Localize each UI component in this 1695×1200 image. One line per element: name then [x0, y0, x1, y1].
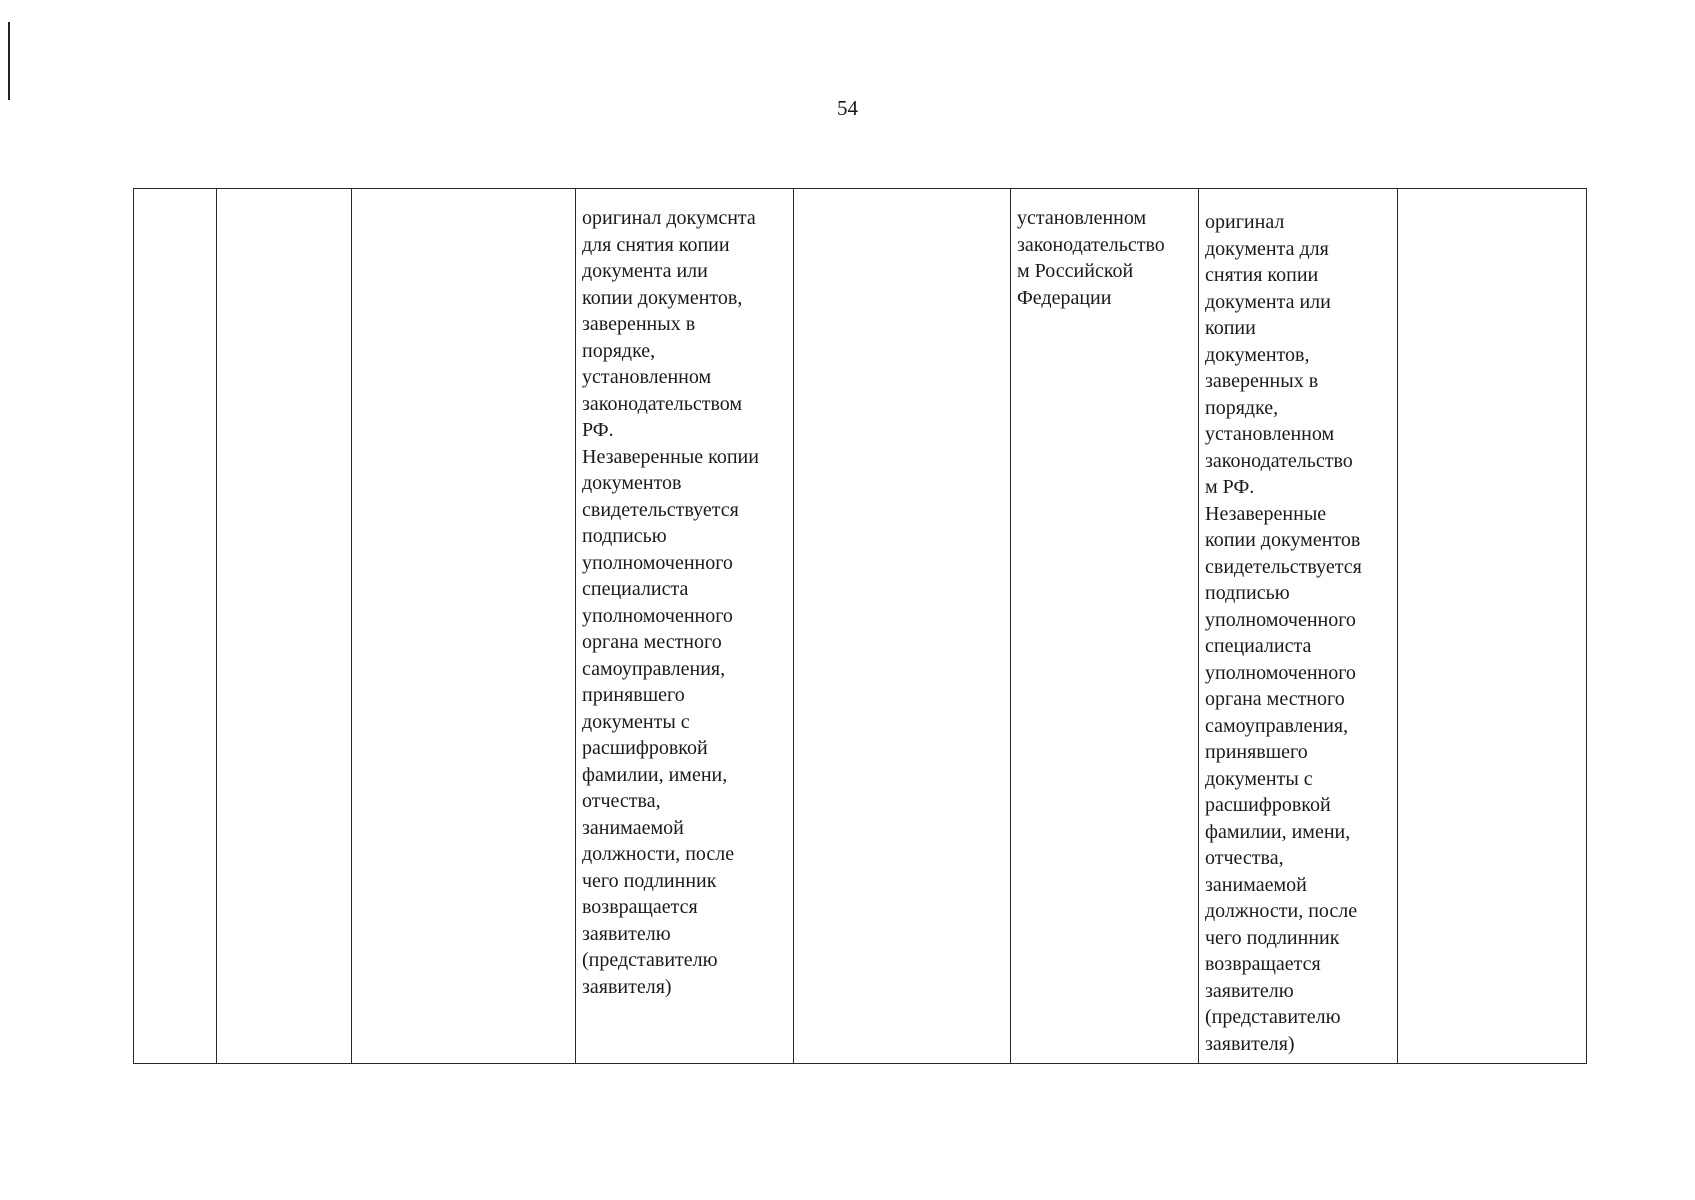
table-cell-3: [352, 189, 576, 1064]
document-table: [133, 188, 1587, 1064]
table-cell-6: [1011, 189, 1199, 1064]
cell-text: оригинал докумснта для снятия копии документа или копии документов, заверенных в порядке, установленном законодательством РФ. Незаверенные копии документов свидетельствуется подписью уполномоченного специалиста уполномоченного органа местного самоуправления, принявшего документы с расшифровкой фамилии, имени, отчества, занимаемой должности, после чего подлинник возвращается заявителю (представителю заявителя): [582, 207, 759, 998]
page-number: 54: [837, 96, 858, 120]
table-cell-5: [794, 189, 1011, 1064]
cell-text: оригинал документа для снятия копии документа или копии документов, заверенных в порядке, установленном законодательство м РФ. Незаверенные копии документов свидетельствуется подписью уполномоченного специалиста уполномоченного органа местного самоуправления, принявшего документы с расшифровкой фамилии, имени, отчества, занимаемой должности, после чего подлинник возвращается заявителю (представителю заявителя): [1205, 211, 1362, 1055]
table-cell-7: [1199, 189, 1398, 1064]
scan-edge-mark: [8, 22, 10, 100]
table-cell-8: [1398, 189, 1587, 1064]
cell-text: установленном законодательство м Российской Федерации: [1017, 207, 1165, 309]
table-row: [134, 189, 1587, 1064]
table-cell-2: [217, 189, 352, 1064]
table-cell-4: [576, 189, 794, 1064]
table-cell-1: [134, 189, 217, 1064]
